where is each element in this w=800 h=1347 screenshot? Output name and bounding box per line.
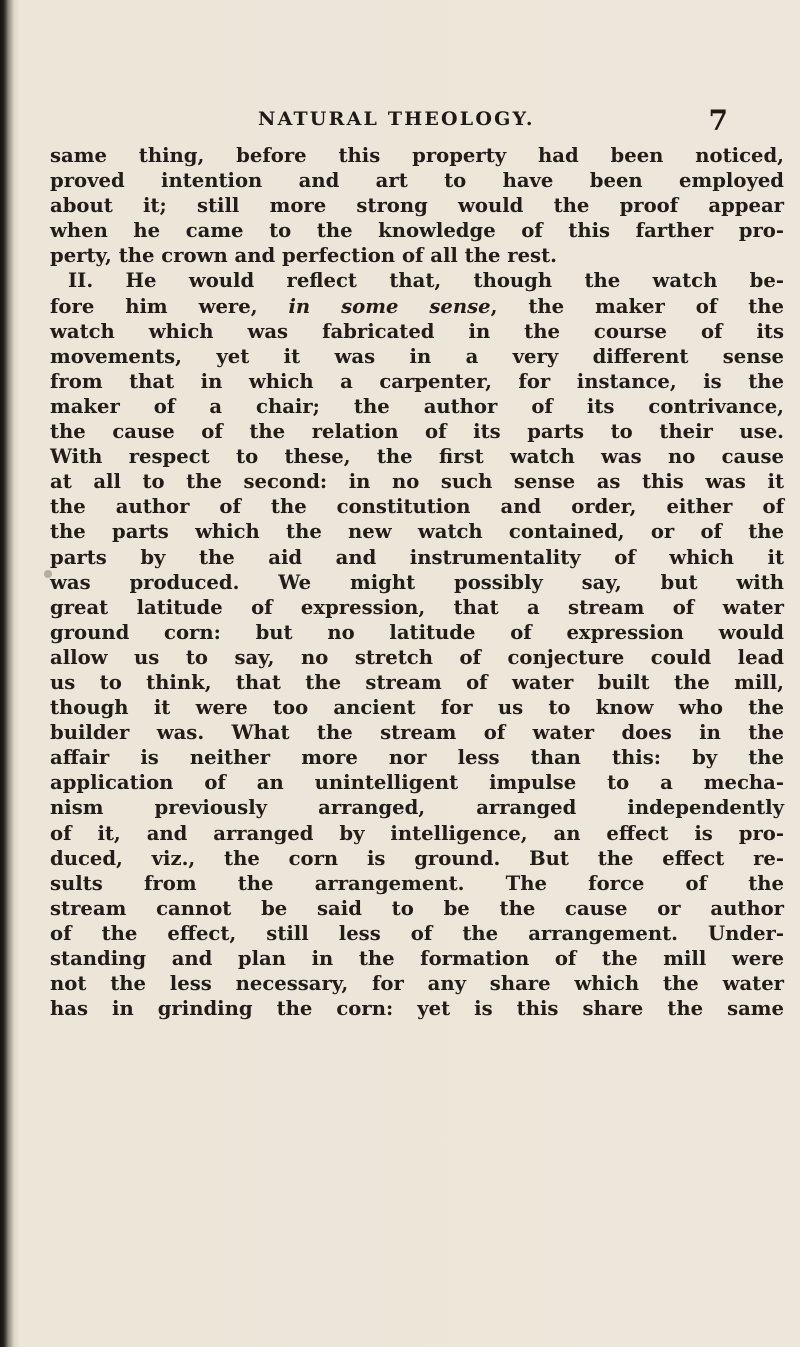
text-line: the author of the constitution and order, either of (50, 495, 784, 519)
running-title: NATURAL THEOLOGY. (258, 108, 535, 130)
text-line: at all to the second: in no such sense as this was it (50, 470, 784, 494)
text-line: perty, the crown and perfection of all the rest. (50, 244, 557, 268)
text-line: standing and plan in the formation of the mill were (50, 947, 784, 970)
text-line: fore him were, in some sense, the maker of the (50, 294, 784, 318)
text-line: With respect to these, the first watch was no cause (50, 445, 784, 469)
text-line: duced, viz., the corn is ground. But the effect re- (50, 846, 784, 870)
text-line: has in grinding the corn: yet is this share the same (50, 997, 784, 1021)
text-line: the parts which the new watch contained, or of the (50, 520, 784, 544)
text-line: proved intention and art to have been employed (50, 169, 784, 193)
text-line: II. He would reflect that, though the watch be- (68, 269, 784, 293)
text-line: when he came to the knowledge of this farther pro- (50, 219, 784, 243)
text-line: was produced. We might possibly say, but with (50, 570, 784, 594)
page-number: 7 (708, 104, 728, 137)
text-line: parts by the aid and instrumentality of which it (50, 545, 784, 569)
text-line: of it, and arranged by intelligence, an effect is pro- (50, 821, 784, 845)
text-line: stream cannot be said to be the cause or author (50, 896, 784, 920)
text-line: us to think, that the stream of water built the mill, (50, 670, 784, 694)
text-line: movements, yet it was in a very different sense (50, 344, 784, 368)
text-line: nism previously arranged, arranged independently (50, 796, 784, 820)
text-line: from that in which a carpenter, for instance, is the (50, 369, 784, 393)
text-line: sults from the arrangement. The force of the (50, 871, 784, 895)
text-line: ground corn: but no latitude of expression would (50, 620, 784, 644)
running-head (258, 104, 728, 138)
text-line: not the less necessary, for any share which the water (50, 972, 784, 996)
text-line: allow us to say, no stretch of conjecture could lead (50, 645, 784, 669)
body-text (50, 143, 784, 1021)
text-line: application of an unintelligent impulse to a mecha- (50, 771, 784, 795)
text-line: builder was. What the stream of water does in the (50, 721, 784, 745)
italic-phrase: in some sense (288, 294, 491, 318)
page-gutter (0, 0, 14, 1347)
text-line: though it were too ancient for us to know who the (50, 696, 784, 720)
text-line: the cause of the relation of its parts to their use. (50, 420, 784, 444)
text-line: about it; still more strong would the proof appear (50, 194, 784, 218)
text-line: affair is neither more nor less than this: by the (50, 746, 784, 770)
text-line: same thing, before this property had been noticed, (50, 144, 784, 167)
text-line: maker of a chair; the author of its contrivance, (50, 394, 784, 418)
text-line: watch which was fabricated in the course of its (50, 319, 784, 343)
text-line: of the effect, still less of the arrangement. Under- (50, 921, 784, 945)
text-line: great latitude of expression, that a stream of water (50, 595, 784, 619)
